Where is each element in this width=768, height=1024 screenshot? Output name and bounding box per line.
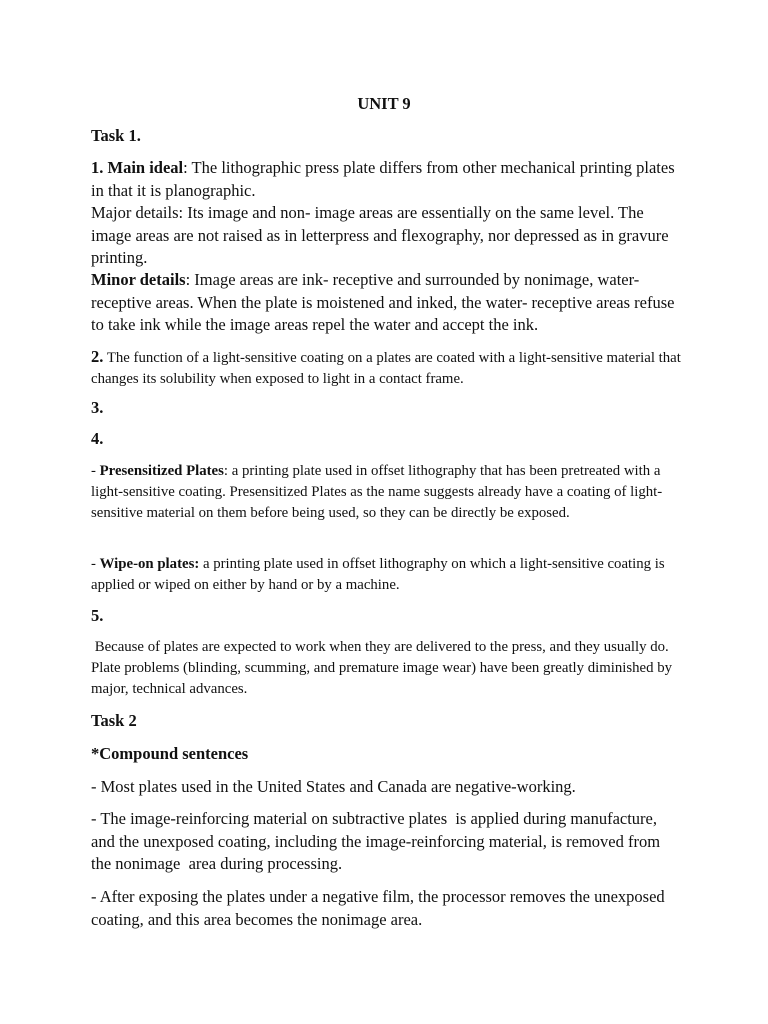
- wipe-on-plates-definition: - Wipe-on plates: a printing plate used in offset lithography on which a light-sensitive coating is applied or wiped on either by hand or by a machine.: [91, 556, 665, 593]
- compound-sentence-1: - Most plates used in the United States and Canada are negative-working.: [91, 777, 576, 796]
- item2-number: 2.: [91, 347, 104, 366]
- item2: [91, 346, 681, 390]
- item5-text: Because of plates are expected to work when they are delivered to the press, and they usually do. Plate problems (blinding, scumming, and premature image wear) have been greatly diminished by major, technical advances.: [91, 639, 676, 697]
- item1-number: 1.: [91, 158, 104, 177]
- page-title: UNIT 9: [357, 94, 411, 113]
- item1-main-idea: [91, 157, 681, 202]
- main-idea-text: : The lithographic press plate differs from other mechanical printing plates in that it is planographic.: [91, 158, 675, 200]
- item2-text: The function of a light-sensitive coating on a plates are coated with a light-sensitive material that changes its solubility when exposed to light in a contact frame.: [91, 350, 681, 387]
- item5-number: 5.: [91, 606, 104, 625]
- item3-number: 3.: [91, 398, 104, 417]
- item1-minor-details: [91, 269, 681, 337]
- item1-major-details: Major details: Its image and non- image areas are essentially on the same level. The image areas are not raised as in letterpress and flexography, nor depressed as in gravure printing.: [91, 203, 669, 267]
- wipe-on-text: a printing plate used in offset lithography on which a light-sensitive coating is applied or wiped on either by hand or by a machine.: [91, 556, 665, 593]
- presensitized-text: : a printing plate used in offset lithography that has been pretreated with a light-sensitive coating. Presensitized Plates as the name suggests already have a coating of light-sensitive material on them before being used, so they can be directly be exposed.: [91, 463, 663, 521]
- wipe-on-label: Wipe-on plates:: [99, 556, 200, 572]
- minor-details-label: Minor details: [91, 270, 186, 289]
- task2-heading: Task 2: [91, 711, 137, 730]
- item4-number: 4.: [91, 429, 104, 448]
- compound-sentence-3: - After exposing the plates under a negative film, the processor removes the unexposed coating, and this area becomes the nonimage area.: [91, 887, 665, 929]
- compound-sentence-2: - The image-reinforcing material on subtractive plates is applied during manufacture, and the unexposed coating, including the image-reinforcing material, is removed from the nonimage area during processing.: [91, 809, 666, 873]
- presensitized-label: Presensitized Plates: [99, 463, 224, 479]
- main-idea-label: Main ideal: [107, 158, 184, 177]
- task1-heading: Task 1.: [91, 126, 141, 145]
- minor-details-text: : Image areas are ink- receptive and surrounded by nonimage, water-receptive areas. When the plate is moistened and inked, the water- receptive areas refuse to take ink while the image areas repel the water and accept the ink.: [91, 270, 675, 334]
- compound-sentences-heading: *Compound sentences: [91, 744, 249, 763]
- presensitized-plates-definition: - Presensitized Plates: a printing plate used in offset lithography that has been pretreated with a light-sensitive coating. Presensitized Plates as the name suggests already have a coating of light-sensitive material on them before being used, so they can be directly be exposed.: [91, 463, 663, 521]
